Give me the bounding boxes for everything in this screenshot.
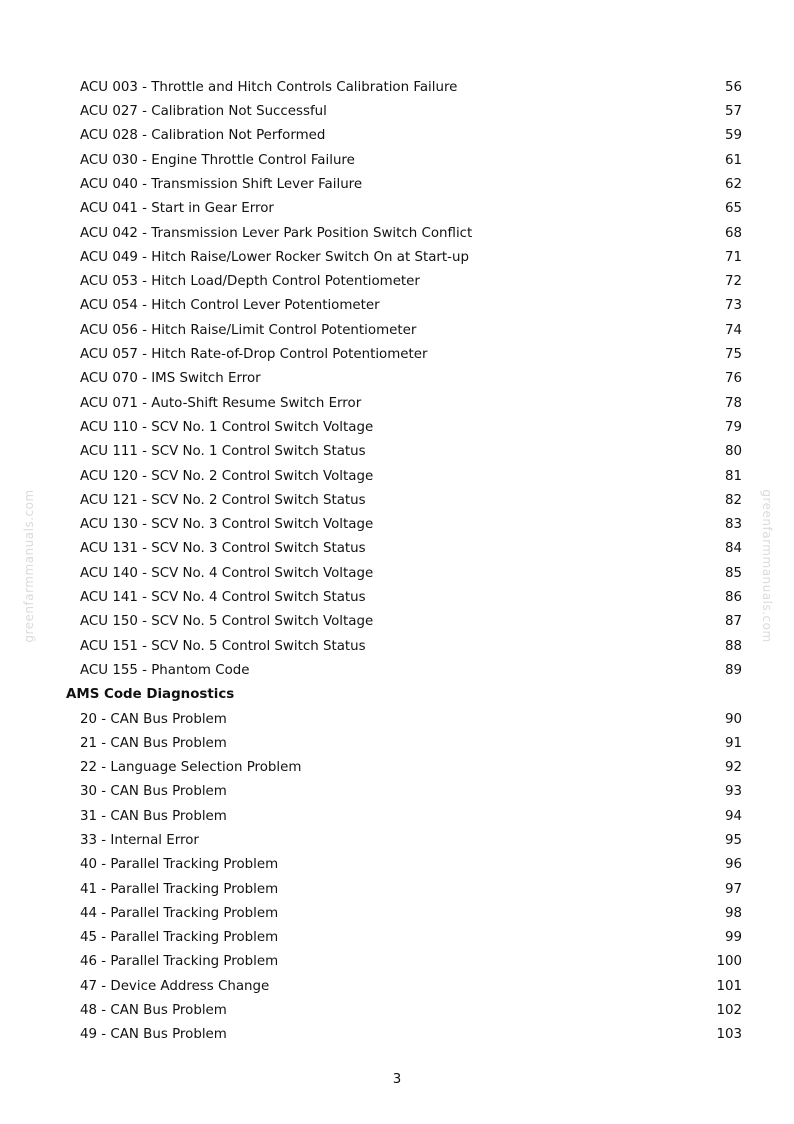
toc-entry[interactable] bbox=[0, 878, 794, 902]
toc-entry-title: ACU 041 - Start in Gear Error bbox=[80, 201, 274, 217]
toc-entry-title: ACU 054 - Hitch Control Lever Potentiometer bbox=[80, 298, 380, 314]
page-number: 3 bbox=[392, 1072, 402, 1087]
toc-entry-page: 68 bbox=[724, 225, 742, 241]
toc-entry-page: 65 bbox=[724, 201, 742, 217]
toc-entry-page: 87 bbox=[724, 614, 742, 630]
toc-entry[interactable] bbox=[0, 416, 794, 440]
toc-entry[interactable] bbox=[0, 513, 794, 537]
toc-entry-page: 61 bbox=[724, 152, 742, 168]
toc-entry[interactable] bbox=[0, 100, 794, 124]
toc-entry[interactable] bbox=[0, 440, 794, 464]
toc-entry-title: ACU 131 - SCV No. 3 Control Switch Status bbox=[80, 541, 366, 557]
toc-entry[interactable] bbox=[0, 319, 794, 343]
toc-entry[interactable] bbox=[0, 270, 794, 294]
toc-entry[interactable] bbox=[0, 537, 794, 561]
toc-entry-page: 84 bbox=[724, 541, 742, 557]
toc-entry-title: ACU 071 - Auto-Shift Resume Switch Error bbox=[80, 395, 362, 411]
toc-entry-title: ACU 121 - SCV No. 2 Control Switch Status bbox=[80, 492, 366, 508]
toc-entry[interactable] bbox=[0, 586, 794, 610]
toc-entry-title: ACU 057 - Hitch Rate-of-Drop Control Potentiometer bbox=[80, 347, 428, 363]
toc-entry[interactable] bbox=[0, 610, 794, 634]
toc-entry-title: ACU 027 - Calibration Not Successful bbox=[80, 104, 327, 120]
ams-entries bbox=[0, 708, 794, 1048]
watermark-right: greenfarmmanuals.com bbox=[760, 489, 774, 643]
toc-entry-title: ACU 030 - Engine Throttle Control Failure bbox=[80, 152, 355, 168]
toc-entry-page: 94 bbox=[724, 808, 742, 824]
section-heading-row bbox=[0, 683, 794, 707]
toc-entry-title: 33 - Internal Error bbox=[80, 833, 199, 848]
toc-entry-page: 75 bbox=[724, 347, 742, 363]
toc-entry-title: ACU 141 - SCV No. 4 Control Switch Status bbox=[80, 590, 366, 606]
toc-entry[interactable] bbox=[0, 756, 794, 780]
toc-entry[interactable] bbox=[0, 732, 794, 756]
toc-entry-page: 102 bbox=[716, 1003, 742, 1019]
toc-entry[interactable] bbox=[0, 76, 794, 100]
toc-entry-page: 100 bbox=[716, 954, 742, 970]
toc-entry-title: ACU 042 - Transmission Lever Park Position Switch Conflict bbox=[80, 225, 473, 241]
toc-entry[interactable] bbox=[0, 659, 794, 683]
toc-entry[interactable] bbox=[0, 124, 794, 148]
toc-entry[interactable] bbox=[0, 197, 794, 221]
toc-entry[interactable] bbox=[0, 222, 794, 246]
toc-entry-page: 89 bbox=[724, 662, 742, 678]
toc-entry-page: 72 bbox=[724, 274, 742, 290]
toc-entry[interactable] bbox=[0, 465, 794, 489]
toc-entry[interactable] bbox=[0, 999, 794, 1023]
toc-entry-page: 93 bbox=[724, 784, 742, 800]
toc-entry-title: ACU 140 - SCV No. 4 Control Switch Voltage bbox=[80, 565, 374, 581]
toc-entry-page: 99 bbox=[724, 930, 742, 946]
toc-entry[interactable] bbox=[0, 902, 794, 926]
table-of-contents bbox=[0, 76, 794, 1048]
toc-entry-page: 80 bbox=[724, 444, 742, 460]
toc-entry-title: 44 - Parallel Tracking Problem bbox=[80, 905, 279, 921]
toc-entry-title: ACU 003 - Throttle and Hitch Controls Calibration Failure bbox=[80, 79, 458, 95]
toc-entry-title: 22 - Language Selection Problem bbox=[80, 760, 302, 776]
toc-entry-title: 40 - Parallel Tracking Problem bbox=[80, 857, 279, 873]
section-heading-ams: AMS Code Diagnostics bbox=[66, 687, 235, 703]
toc-entry-title: 30 - CAN Bus Problem bbox=[80, 784, 227, 800]
toc-entry-title: 20 - CAN Bus Problem bbox=[80, 711, 227, 727]
toc-entry[interactable] bbox=[0, 367, 794, 391]
toc-entry-title: 31 - CAN Bus Problem bbox=[80, 808, 227, 824]
toc-entry-title: ACU 150 - SCV No. 5 Control Switch Voltage bbox=[80, 614, 374, 630]
toc-entry-page: 71 bbox=[724, 249, 742, 265]
toc-entry-page: 96 bbox=[724, 857, 742, 873]
toc-entry-page: 78 bbox=[724, 395, 742, 411]
toc-entry[interactable] bbox=[0, 489, 794, 513]
toc-entry-page: 79 bbox=[724, 419, 742, 435]
toc-entry[interactable] bbox=[0, 805, 794, 829]
toc-entry-title: 46 - Parallel Tracking Problem bbox=[80, 954, 279, 970]
toc-entry[interactable] bbox=[0, 246, 794, 270]
toc-entry-title: ACU 056 - Hitch Raise/Limit Control Potentiometer bbox=[80, 322, 417, 338]
toc-entry[interactable] bbox=[0, 149, 794, 173]
toc-entry-page: 91 bbox=[724, 735, 742, 751]
toc-entry-title: ACU 110 - SCV No. 1 Control Switch Voltage bbox=[80, 419, 374, 435]
toc-entry[interactable] bbox=[0, 926, 794, 950]
toc-entry-page: 90 bbox=[724, 711, 742, 727]
toc-entry-page: 56 bbox=[724, 79, 742, 95]
toc-entry[interactable] bbox=[0, 392, 794, 416]
toc-entry-title: 45 - Parallel Tracking Problem bbox=[80, 930, 279, 946]
toc-entry-page: 97 bbox=[724, 881, 742, 897]
toc-entry-page: 73 bbox=[724, 298, 742, 314]
toc-entry-title: 47 - Device Address Change bbox=[80, 978, 270, 994]
toc-entry-title: 49 - CAN Bus Problem bbox=[80, 1027, 227, 1043]
toc-entry-page: 83 bbox=[724, 517, 742, 533]
toc-entry-title: ACU 130 - SCV No. 3 Control Switch Voltage bbox=[80, 517, 374, 533]
toc-entry[interactable] bbox=[0, 173, 794, 197]
toc-entry-page: 103 bbox=[716, 1027, 742, 1043]
toc-entry-page: 88 bbox=[724, 638, 742, 654]
toc-entry-title: ACU 151 - SCV No. 5 Control Switch Status bbox=[80, 638, 366, 654]
toc-entry-page: 81 bbox=[724, 468, 742, 484]
toc-entry-title: ACU 111 - SCV No. 1 Control Switch Status bbox=[80, 444, 366, 460]
toc-entry-page: 98 bbox=[724, 905, 742, 921]
toc-entry[interactable] bbox=[0, 975, 794, 999]
watermark-left: greenfarmmanuals.com bbox=[22, 489, 36, 643]
toc-entry-page: 86 bbox=[724, 590, 742, 606]
toc-entry-page: 59 bbox=[724, 128, 742, 144]
toc-entry[interactable] bbox=[0, 829, 794, 853]
toc-entry-title: ACU 049 - Hitch Raise/Lower Rocker Switch On at Start-up bbox=[80, 249, 470, 265]
toc-entry[interactable] bbox=[0, 853, 794, 877]
toc-entry[interactable] bbox=[0, 562, 794, 586]
toc-entry-title: ACU 053 - Hitch Load/Depth Control Potentiometer bbox=[80, 274, 420, 290]
toc-entry[interactable] bbox=[0, 1023, 794, 1047]
toc-entry-title: 41 - Parallel Tracking Problem bbox=[80, 881, 279, 897]
toc-entry-page: 101 bbox=[716, 978, 742, 994]
toc-entry-title: ACU 040 - Transmission Shift Lever Failure bbox=[80, 176, 363, 192]
toc-entry-page: 57 bbox=[724, 104, 742, 120]
toc-entry[interactable] bbox=[0, 635, 794, 659]
toc-entry-page: 74 bbox=[724, 322, 742, 338]
toc-entry-page: 95 bbox=[724, 833, 742, 848]
acu-entries bbox=[0, 76, 794, 683]
toc-entry[interactable] bbox=[0, 708, 794, 732]
toc-entry[interactable] bbox=[0, 950, 794, 974]
toc-entry-page: 76 bbox=[724, 371, 742, 387]
toc-entry-page: 62 bbox=[724, 176, 742, 192]
toc-entry-page: 85 bbox=[724, 565, 742, 581]
toc-entry-page: 82 bbox=[724, 492, 742, 508]
toc-entry[interactable] bbox=[0, 343, 794, 367]
toc-entry-page: 92 bbox=[724, 760, 742, 776]
toc-entry-title: 48 - CAN Bus Problem bbox=[80, 1003, 227, 1019]
toc-entry-title: ACU 155 - Phantom Code bbox=[80, 662, 250, 678]
toc-entry[interactable] bbox=[0, 780, 794, 804]
toc-entry-title: ACU 070 - IMS Switch Error bbox=[80, 371, 261, 387]
toc-entry-title: ACU 120 - SCV No. 2 Control Switch Voltage bbox=[80, 468, 374, 484]
toc-entry[interactable] bbox=[0, 294, 794, 318]
toc-entry-title: ACU 028 - Calibration Not Performed bbox=[80, 128, 326, 144]
toc-entry-title: 21 - CAN Bus Problem bbox=[80, 735, 227, 751]
